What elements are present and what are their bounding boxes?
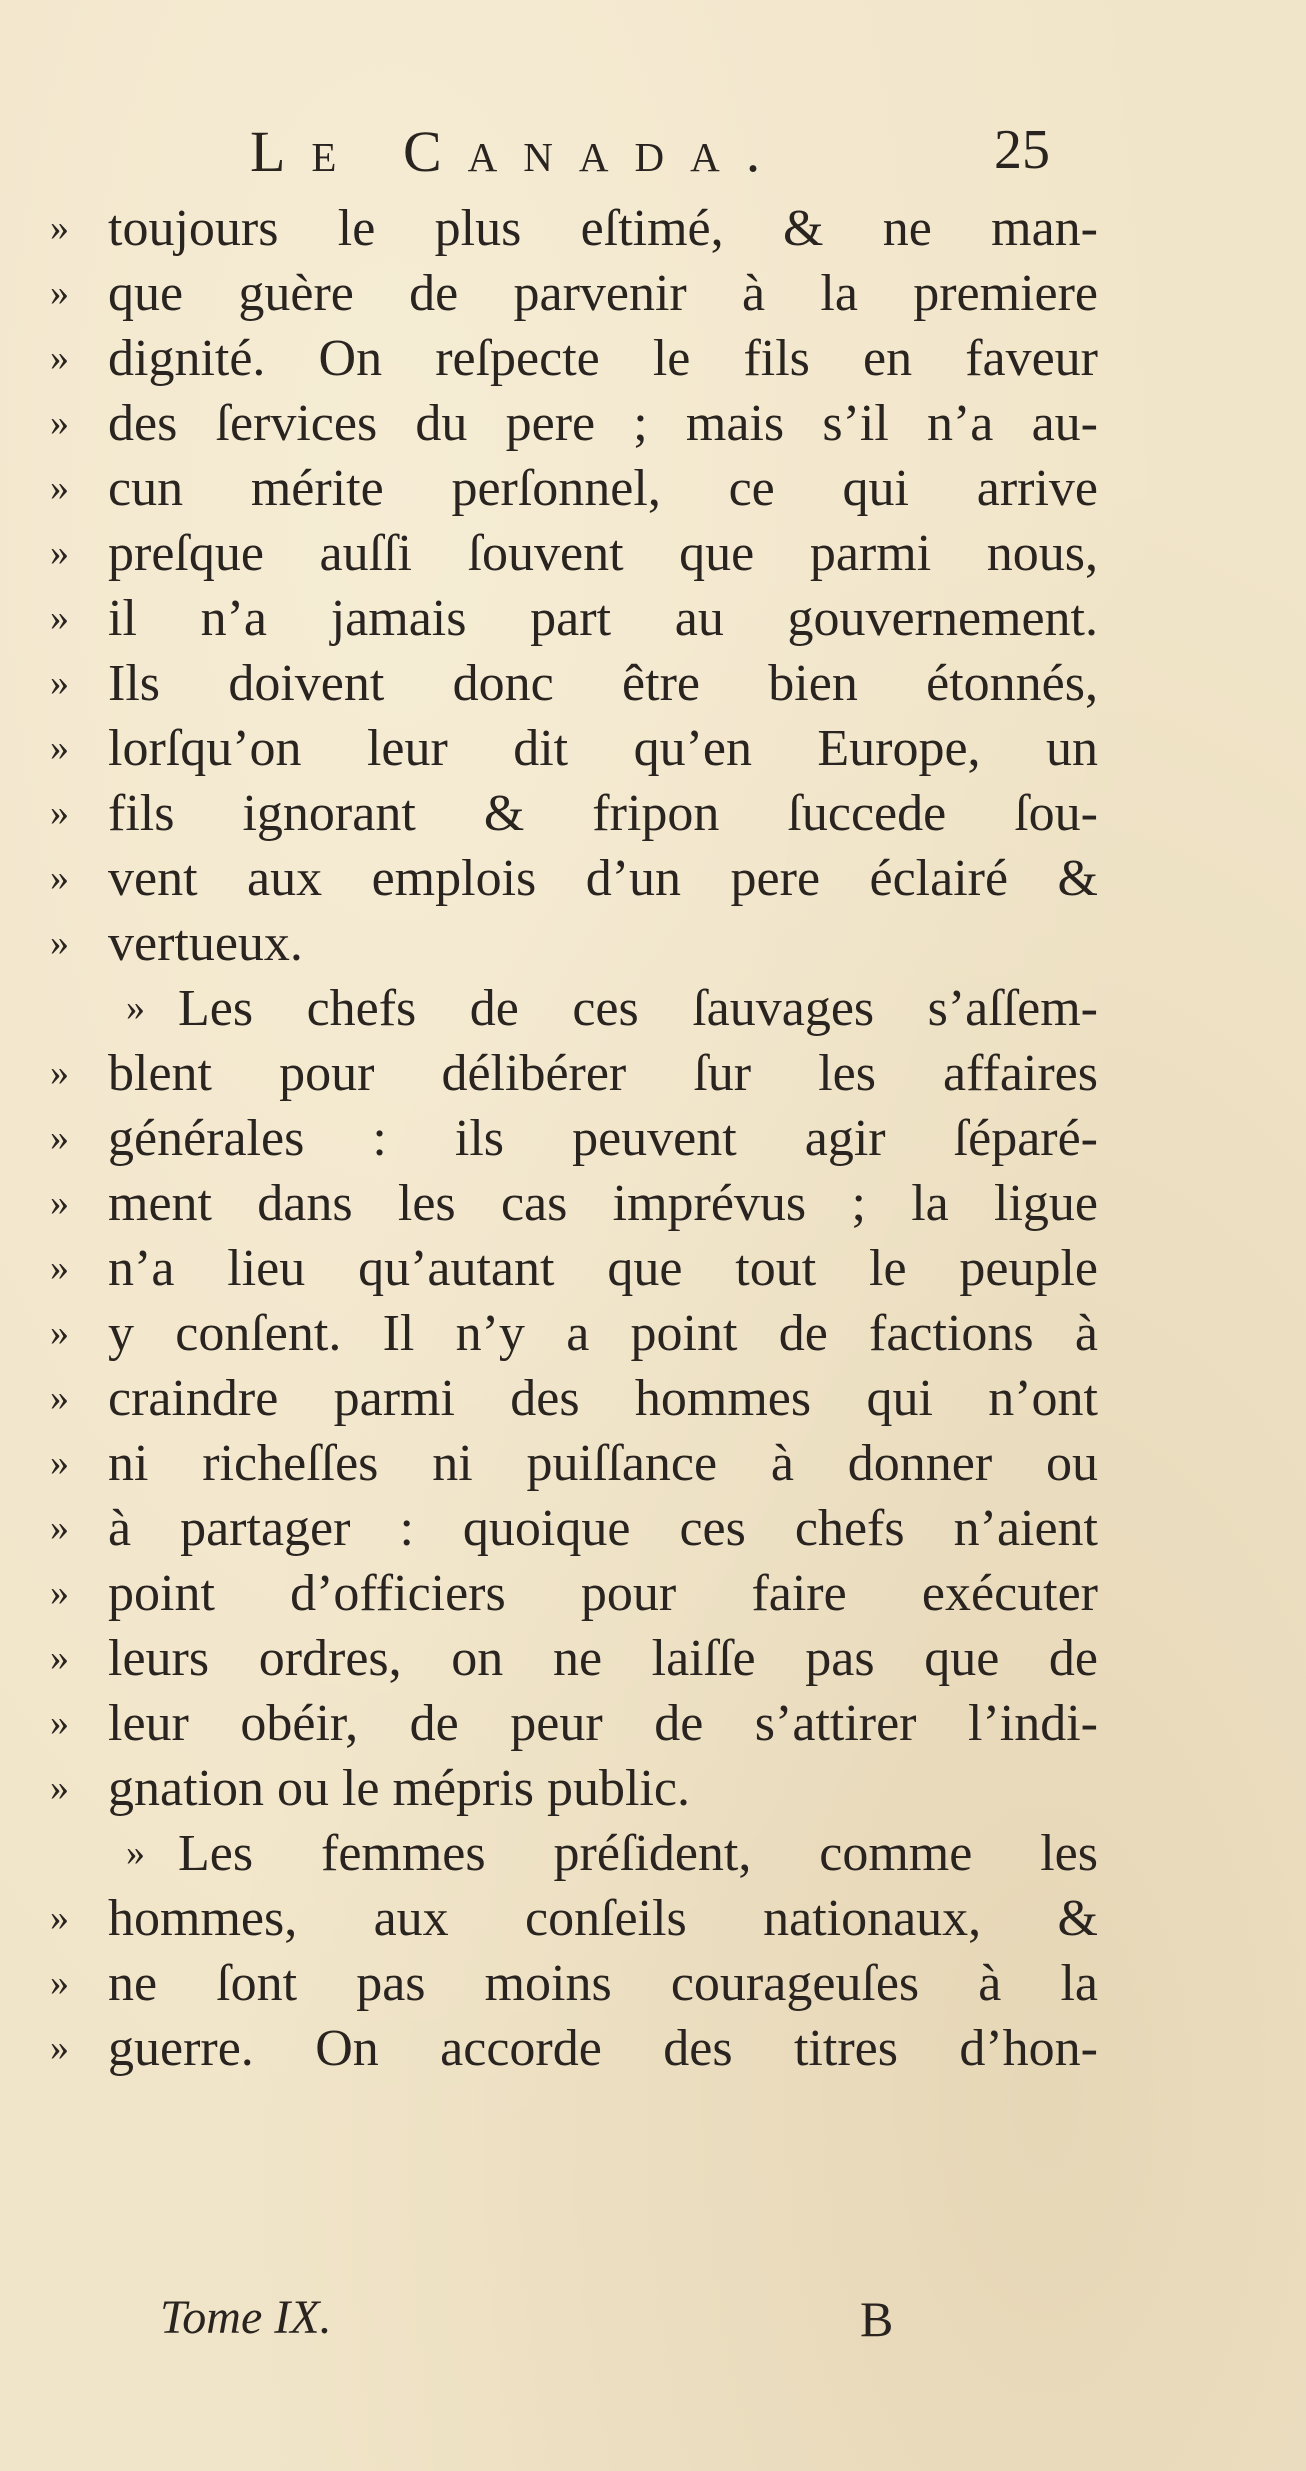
quotation-mark: » <box>50 1377 69 1419</box>
line-text: fils ignorant & fripon ſuccede ſou- <box>108 785 1098 842</box>
quotation-mark: » <box>50 792 69 834</box>
line-text: ment dans les cas imprévus ; la ligue <box>108 1175 1098 1232</box>
quotation-mark: » <box>50 532 69 574</box>
text-line <box>50 911 1060 976</box>
line-text: vertueux. <box>108 915 303 972</box>
text-line <box>50 326 1098 391</box>
quotation-mark: » <box>50 727 69 769</box>
text-line <box>50 1756 1060 1821</box>
quotation-mark: » <box>50 1507 69 1549</box>
text-line <box>50 1301 1098 1366</box>
quotation-mark: » <box>50 1572 69 1614</box>
text-line <box>50 521 1098 586</box>
text-line <box>50 651 1098 716</box>
line-text: guerre. On accorde des titres d’hon- <box>108 2020 1098 2077</box>
line-text: point d’officiers pour faire exécuter <box>108 1565 1098 1622</box>
text-line <box>50 1366 1098 1431</box>
quotation-mark: » <box>50 1182 69 1224</box>
text-line <box>50 586 1098 651</box>
quotation-mark: » <box>50 1312 69 1354</box>
quotation-mark: » <box>126 987 145 1029</box>
line-text: preſque auſſi ſouvent que parmi nous, <box>108 525 1098 582</box>
text-line <box>50 391 1098 456</box>
text-line <box>50 1626 1098 1691</box>
text-line <box>50 1236 1098 1301</box>
text-line <box>50 1171 1098 1236</box>
page-footer <box>160 2290 920 2360</box>
text-line <box>50 1561 1098 1626</box>
quotation-mark: » <box>50 597 69 639</box>
text-line <box>50 1496 1098 1561</box>
quotation-mark: » <box>50 1897 69 1939</box>
line-text: dignité. On reſpecte le fils en faveur <box>108 330 1098 387</box>
text-line <box>50 716 1098 781</box>
line-text: il n’a jamais part au gouvernement. <box>108 590 1098 647</box>
line-text: leur obéir, de peur de s’attirer l’indi- <box>108 1695 1098 1752</box>
quotation-mark: » <box>50 1052 69 1094</box>
text-line <box>50 1041 1098 1106</box>
quotation-mark: » <box>50 207 69 249</box>
text-line <box>50 1691 1098 1756</box>
text-line <box>50 196 1098 261</box>
text-line <box>50 1431 1098 1496</box>
text-line <box>50 1886 1098 1951</box>
line-text: ni richeſſes ni puiſſance à donner ou <box>108 1435 1098 1492</box>
quotation-mark: » <box>50 467 69 509</box>
line-text: lorſqu’on leur dit qu’en Europe, un <box>108 720 1098 777</box>
quotation-mark: » <box>50 2027 69 2069</box>
signature-mark: B <box>860 2291 894 2347</box>
body-text <box>50 196 1098 2081</box>
quotation-mark: » <box>50 1962 69 2004</box>
text-line <box>50 1951 1098 2016</box>
line-text: toujours le plus eſtimé, & ne man- <box>108 200 1098 257</box>
text-line <box>50 456 1098 521</box>
line-text: Les chefs de ces ſauvages s’aſſem- <box>178 980 1098 1037</box>
volume-label: Tome IX. <box>160 2291 332 2344</box>
quotation-mark: » <box>50 1702 69 1744</box>
line-text: gnation ou le mépris public. <box>108 1760 691 1817</box>
line-text: à partager : quoique ces chefs n’aient <box>108 1500 1098 1557</box>
line-text: n’a lieu qu’autant que tout le peuple <box>108 1240 1098 1297</box>
line-text: blent pour délibérer ſur les affaires <box>108 1045 1098 1102</box>
quotation-mark: » <box>50 1117 69 1159</box>
quotation-mark: » <box>50 337 69 379</box>
line-text: y conſent. Il n’y a point de factions à <box>108 1305 1098 1362</box>
quotation-mark: » <box>50 402 69 444</box>
quotation-mark: » <box>50 1442 69 1484</box>
text-line <box>50 781 1098 846</box>
line-text: Ils doivent donc être bien étonnés, <box>108 655 1098 712</box>
quotation-mark: » <box>50 1247 69 1289</box>
line-text: que guère de parvenir à la premiere <box>108 265 1098 322</box>
text-line <box>50 261 1098 326</box>
line-text: vent aux emplois d’un pere éclairé & <box>108 850 1098 907</box>
line-text: générales : ils peuvent agir ſéparé- <box>108 1110 1098 1167</box>
line-text: Les femmes préſident, comme les <box>178 1825 1098 1882</box>
text-line <box>50 976 1098 1041</box>
line-text: hommes, aux conſeils nationaux, & <box>108 1890 1098 1947</box>
quotation-mark: » <box>50 1767 69 1809</box>
quotation-mark: » <box>50 922 69 964</box>
line-text: leurs ordres, on ne laiſſe pas que de <box>108 1630 1098 1687</box>
line-text: cun mérite perſonnel, ce qui arrive <box>108 460 1098 517</box>
quotation-mark: » <box>50 857 69 899</box>
text-line <box>50 1821 1098 1886</box>
page-header <box>250 118 1050 188</box>
line-text: ne ſont pas moins courageuſes à la <box>108 1955 1098 2012</box>
text-line <box>50 846 1098 911</box>
quotation-mark: » <box>126 1832 145 1874</box>
running-title: Le Canada. <box>250 119 787 184</box>
text-line <box>50 2016 1098 2081</box>
text-line <box>50 1106 1098 1171</box>
line-text: des ſervices du pere ; mais s’il n’a au- <box>108 395 1098 452</box>
line-text: craindre parmi des hommes qui n’ont <box>108 1370 1098 1427</box>
page-number: 25 <box>994 119 1050 181</box>
quotation-mark: » <box>50 662 69 704</box>
quotation-mark: » <box>50 272 69 314</box>
quotation-mark: » <box>50 1637 69 1679</box>
